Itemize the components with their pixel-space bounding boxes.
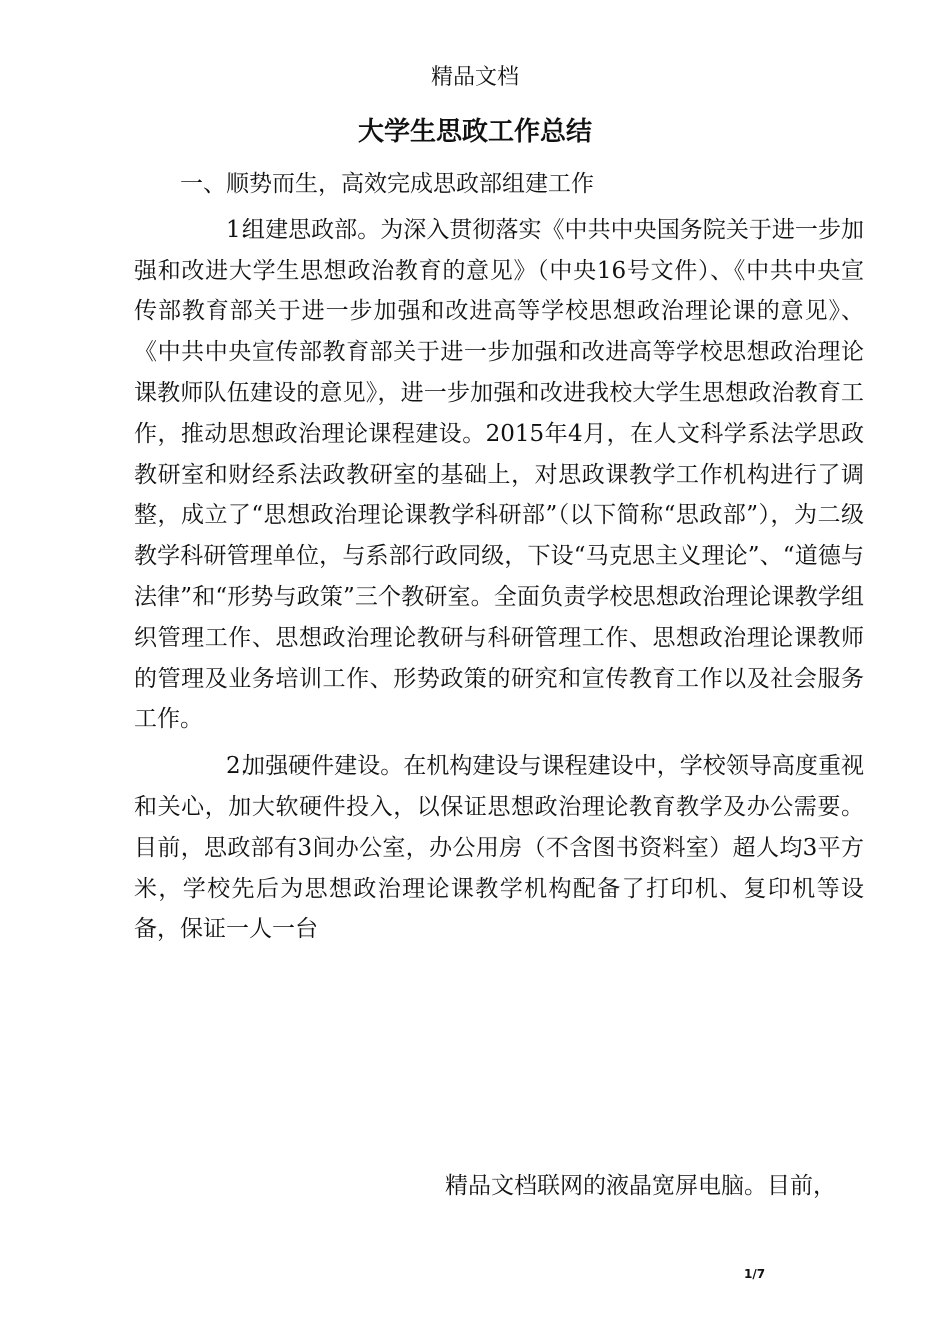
paragraph-1 (134, 210, 864, 740)
document-title: 大学生思政工作总结 (357, 117, 592, 147)
paragraph-2-number: 2. (226, 753, 248, 780)
paragraph-1-text: 组建思政部。为深入贯彻落实《中共中央国务院关于进一步加强和改进大学生思想政治教育的意见》（中央16号文件）、《中共中央宣传部教育部关于进一步加强和改进高等学校思想政治理论课的意见》、《中共中央宣传部教育部关于进一步加强和改进高等学校思想政治理论课教师队伍建设的意见》，进一步加强和改进我校大学生思想政治教育工作，推动思想政治理论课程建设。2015年4月，在人文科学系法学思政教研室和财经系法政教研室的基础上，对思政课教学工作机构进行了调整，成立了“思想政治理论课教学科研部”（以下简称“思政部”），为二级教学科研管理单位，与系部行政同级，下设“马克思主义理论”、“道德与法律”和“形势与政策”三个教研室。全面负责学校思想政治理论课教学组织管理工作、思想政治理论教研与科研管理工作、思想政治理论课教师的管理及业务培训工作、形势政策的研究和宣传教育工作以及社会服务工作。 (134, 216, 864, 733)
document-body (134, 164, 864, 950)
page-header: 精品文档 (430, 65, 519, 90)
footer-continuation-line: 精品文档联网的液晶宽屏电脑。目前， (445, 1173, 836, 1199)
paragraph-2-text: 加强硬件建设。在机构建设与课程建设中，学校领导高度重视和关心，加大软硬件投入，以保证思想政治理论教育教学及办公需要。目前，思政部有3间办公室，办公用房（不含图书资料室）超人均3平方米，学校先后为思想政治理论课教学机构配备了打印机、复印机等设备，保证一人一台 (134, 753, 864, 943)
paragraph-1-number: 1. (226, 216, 248, 243)
page-number: 1/7 (744, 1267, 766, 1281)
paragraph-2 (134, 746, 864, 950)
section-heading: 一、顺势而生，高效完成思政部组建工作 (180, 171, 594, 197)
